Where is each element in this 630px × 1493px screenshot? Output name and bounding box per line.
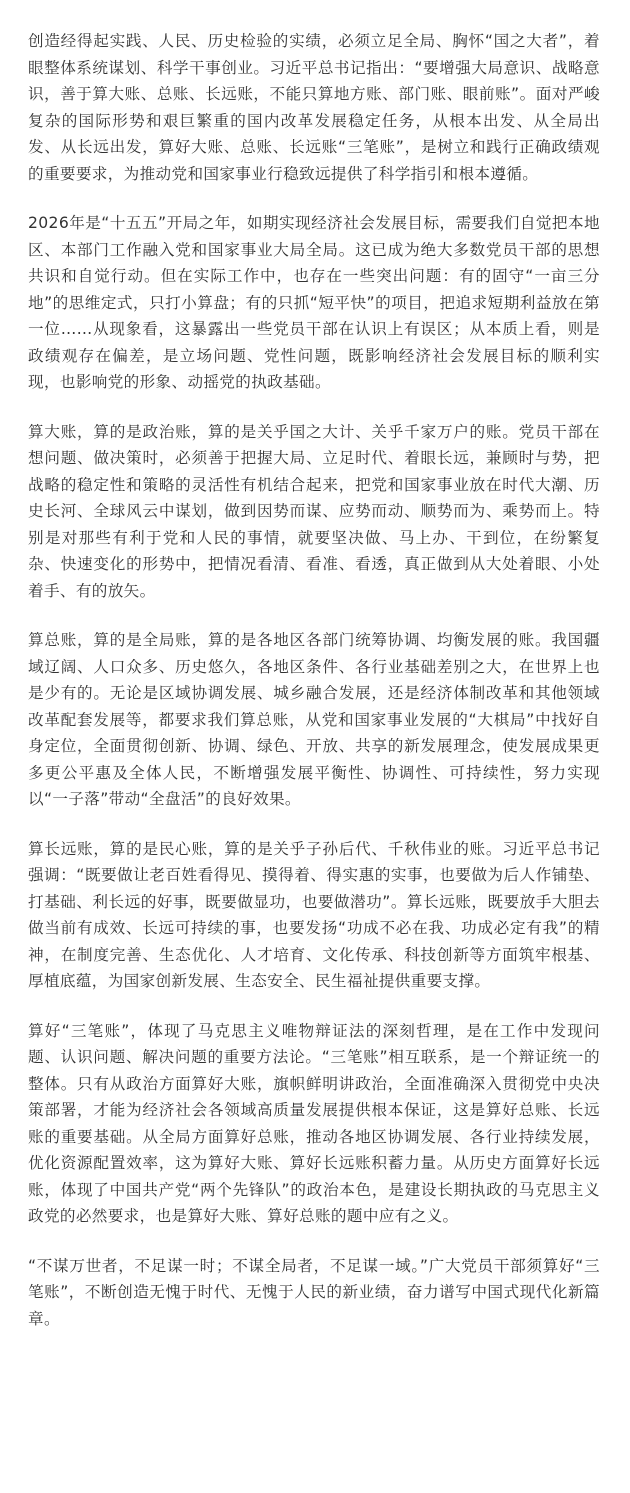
- paragraph-intro: 创造经得起实践、人民、历史检验的实绩，必须立足全局、胸怀“国之大者”，着眼整体系统谋划、科学干事创业。习近平总书记指出：“要增强大局意识、战略意识，善于算大账、总账、长远账，不能只算地方账、部门账、眼前账”。面对严峻复杂的国际形势和艰巨繁重的国内改革发展稳定任务，从根本出发、从全局出发、从长远出发，算好大账、总账、长远账“三笔账”，是树立和践行正确政绩观的重要要求，为推动党和国家事业行稳致远提供了科学指引和根本遵循。: [28, 32, 600, 183]
- paragraph-conclusion: “不谋万世者，不足谋一时；不谋全局者，不足谋一域。”广大党员干部须算好“三笔账”，不断创造无愧于时代、无愧于人民的新业绩，奋力谱写中国式现代化新篇章。: [28, 1256, 600, 1328]
- paragraph-long-term-account: 算长远账，算的是民心账，算的是关乎子孙后代、千秋伟业的账。习近平总书记强调：“既要做让老百姓看得见、摸得着、得实惠的实事，也要做为后人作铺垫、打基础、利长远的好事，既要做显功，也要做潜功”。算长远账，既要放手大胆去做当前有成效、长远可持续的事，也要发扬“功成不必在我、功成必定有我”的精神，在制度完善、生态优化、人才培育、文化传承、科技创新等方面筑牢根基、厚植底蕴，为国家创新发展、生态安全、民生福祉提供重要支撑。: [28, 839, 600, 990]
- paragraph-total-account: 算总账，算的是全局账，算的是各地区各部门统筹协调、均衡发展的账。我国疆域辽阔、人口众多、历史悠久，各地区条件、各行业基础差别之大，在世界上也是少有的。无论是区域协调发展、城乡融合发展，还是经济体制改革和其他领域改革配套发展等，都要求我们算总账，从党和国家事业发展的“大棋局”中找好自身定位，全面贯彻创新、协调、绿色、开放、共享的新发展理念，使发展成果更多更公平惠及全体人民，不断增强发展平衡性、协调性、可持续性，努力实现以“一子落”带动“全盘活”的良好效果。: [28, 631, 600, 808]
- paragraph-three-accounts: 算好“三笔账”，体现了马克思主义唯物辩证法的深刻哲理，是在工作中发现问题、认识问题、解决问题的重要方法论。“三笔账”相互联系，是一个辩证统一的整体。只有从政治方面算好大账，旗帜鲜明讲政治，全面准确深入贯彻党中央决策部署，才能为经济社会各领域高质量发展提供根本保证，这是算好总账、长远账的重要基础。从全局方面算好总账，推动各地区协调发展、各行业持续发展，优化资源配置效率，这为算好大账、算好长远账积蓄力量。从历史方面算好长远账，体现了中国共产党“两个先锋队”的政治本色，是建设长期执政的马克思主义政党的必然要求，也是算好大账、算好总账的题中应有之义。: [28, 1021, 600, 1225]
- paragraph-context: 2026年是“十五五”开局之年，如期实现经济社会发展目标，需要我们自觉把本地区、本部门工作融入党和国家事业大局全局。这已成为绝大多数党员干部的思想共识和自觉行动。但在实际工作中，也存在一些突出问题：有的固守“一亩三分地”的思维定式，只打小算盘；有的只抓“短平快”的项目，把追求短期利益放在第一位……从现象看，这暴露出一些党员干部在认识上有误区；从本质上看，则是政绩观存在偏差，是立场问题、党性问题，既影响经济社会发展目标的顺利实现，也影响党的形象、动摇党的执政基础。: [28, 214, 600, 391]
- paragraph-big-account: 算大账，算的是政治账，算的是关乎国之大计、关乎千家万户的账。党员干部在想问题、做决策时，必须善于把握大局、立足时代、着眼长远，兼顾时与势，把战略的稳定性和策略的灵活性有机结合起来，把党和国家事业放在时代大潮、历史长河、全球风云中谋划，做到因势而谋、应势而动、顺势而为、乘势而上。特别是对那些有利于党和人民的事情，就要坚决做、马上办、干到位，在纷繁复杂、快速变化的形势中，把情况看清、看准、看透，真正做到从大处着眼、小处着手、有的放矢。: [28, 422, 600, 600]
